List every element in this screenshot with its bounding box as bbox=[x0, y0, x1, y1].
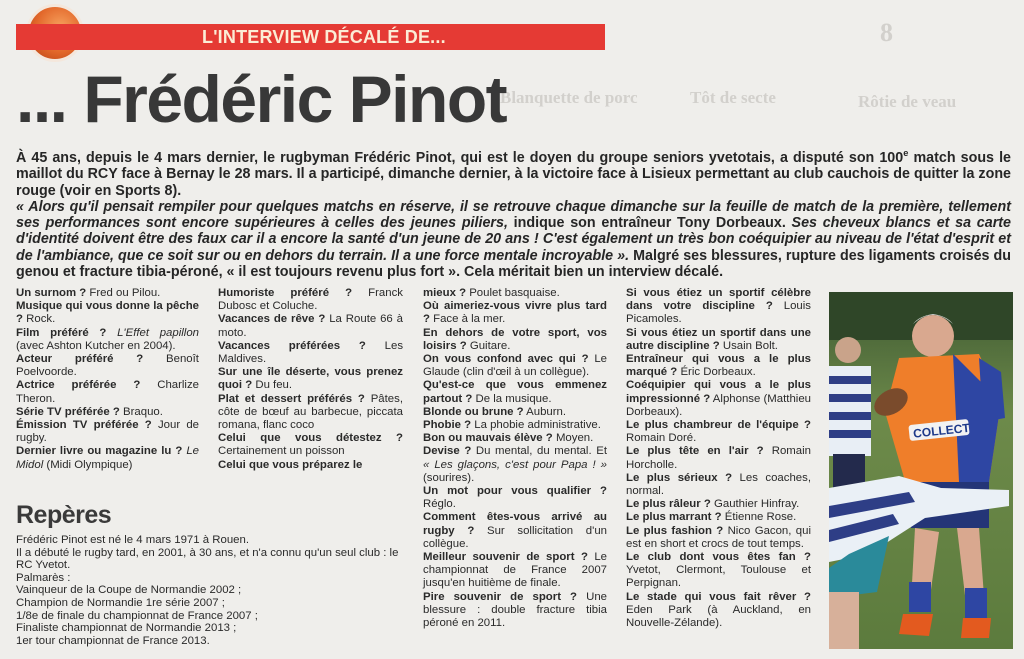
qa-answer: Romain Horcholle. bbox=[626, 445, 811, 471]
coach-quote: « Alors qu'il pensait rempiler pour quelques matchs en réserve, il se retrouve chaque dimanche sur la feuille de match de la première, tellement ses performances sont encore supérieures à celles des jeunes piliers, bbox=[16, 198, 1011, 232]
qa-answer: Braquo. bbox=[119, 405, 163, 418]
qa-item bbox=[423, 485, 607, 511]
qa-question: Le plus marrant ? bbox=[626, 511, 722, 524]
qa-item bbox=[16, 353, 199, 379]
qa-question: Le plus tête en l'air ? bbox=[626, 445, 764, 458]
qa-question: Où aimeriez-vous vivre plus tard ? bbox=[423, 300, 607, 326]
intro-lede-end: match sous le maillot du RCY face à Bernay le 28 mars. Il a participé, dimanche dernier, à la victoire face à Lisieux permettant au club cauchois de quitter la zone rouge (voir en Sports 8). bbox=[16, 150, 1011, 199]
reperes-line: Finaliste championnat de Normandie 2013 ; bbox=[16, 622, 237, 635]
qa-answer: Guitare. bbox=[466, 339, 511, 352]
qa-question: Un surnom ? bbox=[16, 287, 87, 299]
qa-answer: Romain Doré. bbox=[626, 432, 697, 445]
qa-item bbox=[423, 551, 607, 591]
qa-answer: Rock. bbox=[22, 313, 56, 326]
qa-answer: Nico Gacon, qui est en short et crocs de tout temps. bbox=[626, 524, 811, 550]
intro-conclusion: Malgré ses blessures, rupture des ligaments croisés du genou et fracture tibia-péroné, « il est toujours revenu plus fort ». Cela méritait bien un interview décalé. bbox=[16, 247, 1011, 281]
qa-answer-italic: Le Midol bbox=[16, 445, 200, 471]
qa-question: Vacances de rêve ? bbox=[218, 313, 326, 326]
qa-item bbox=[626, 591, 811, 631]
qa-answer: Poulet basquaise. bbox=[466, 287, 560, 299]
reperes-line: 1/8e de finale du championnat de France 2007 ; bbox=[16, 609, 258, 622]
qa-question: Devise ? bbox=[423, 445, 472, 458]
qa-answer: Le championnat de France 2007 jusqu'en huitième de finale. bbox=[423, 551, 607, 590]
qa-question: Si vous étiez un sportif célèbre dans votre discipline ? bbox=[626, 287, 811, 313]
qa-answer: Étienne Rose. bbox=[721, 511, 797, 524]
qa-question: Qu'est-ce que vous emmenez partout ? bbox=[423, 379, 607, 405]
qa-item bbox=[16, 419, 199, 445]
coach-quote-continued: Ses cheveux blancs et sa carte d'identité doivent être des faux car il a encore la santé d'un jeune de 20 ans ! C'est également un très bon coéquipier au niveau de l'état d'esprit et de l'ambiance, que ce soit sur ou en dehors du terrain. Il a une force mentale incroyable ». bbox=[16, 215, 1011, 264]
reperes-box bbox=[16, 500, 411, 647]
qa-question: Meilleur souvenir de sport ? bbox=[423, 551, 588, 564]
qa-item bbox=[626, 498, 811, 511]
qa-question: Bon ou mauvais élève ? bbox=[423, 432, 553, 445]
qa-answer: La Route 66 à moto. bbox=[218, 313, 403, 339]
qa-item bbox=[423, 406, 607, 419]
qa-answer-italic: « Les glaçons, c'est pour Papa ! » bbox=[423, 458, 607, 471]
reperes-line: Frédéric Pinot est né le 4 mars 1971 à Rouen. bbox=[16, 534, 250, 546]
qa-item bbox=[423, 300, 607, 326]
bleed-through-text: 8 bbox=[880, 18, 893, 47]
intro-superscript: e bbox=[903, 148, 909, 159]
rugby-action-illustration bbox=[829, 292, 1013, 649]
qa-answer: Moyen. bbox=[552, 432, 594, 445]
qa-item bbox=[626, 379, 811, 419]
reperes-list bbox=[16, 534, 411, 647]
qa-answer: Louis Picamoles. bbox=[626, 300, 811, 326]
reperes-line: Vainqueur de la Coupe de Normandie 2002 ; bbox=[16, 584, 242, 597]
qa-item bbox=[423, 445, 607, 485]
qa-item bbox=[626, 419, 811, 445]
qa-item bbox=[16, 327, 199, 353]
qa-answer: Réglo. bbox=[423, 498, 456, 511]
qa-item bbox=[218, 366, 403, 392]
qa-item bbox=[218, 459, 403, 472]
qa-item bbox=[626, 511, 811, 524]
qa-answer: Du mental, du mental. Et « Les glaçons, c'est pour Papa ! » (sourires). bbox=[423, 445, 607, 484]
qa-question: En dehors de votre sport, vos loisirs ? bbox=[423, 326, 607, 352]
qa-item bbox=[218, 393, 403, 433]
qa-item bbox=[218, 432, 403, 458]
qa-answer: Charlize Theron. bbox=[16, 379, 199, 405]
qa-item bbox=[626, 472, 811, 498]
qa-answer: Eden Park (à Auckland, en Nouvelle-Zélande). bbox=[626, 603, 811, 630]
qa-item bbox=[423, 353, 607, 379]
reperes-line: Il a débuté le rugby tard, en 2001, à 30 ans, et n'a connu qu'un seul club : le RC Yvetot. bbox=[16, 546, 399, 572]
qa-answer: L'Effet papillon (avec Ashton Kutcher en 2004). bbox=[16, 326, 199, 352]
qa-item bbox=[16, 300, 199, 326]
qa-question: mieux ? bbox=[423, 287, 467, 299]
qa-item bbox=[626, 287, 811, 327]
qa-item bbox=[423, 287, 607, 300]
qa-question: Émission TV préférée ? bbox=[16, 419, 152, 432]
qa-answer: Le Glaude (clin d'œil à un collègue). bbox=[423, 353, 607, 379]
qa-answer-italic: L'Effet papillon bbox=[117, 326, 199, 339]
qa-question: Humoriste préféré ? bbox=[218, 287, 353, 299]
reperes-heading: Repères bbox=[16, 501, 112, 529]
qa-question: Blonde ou brune ? bbox=[423, 405, 524, 418]
qa-item bbox=[16, 406, 199, 419]
qa-column-1 bbox=[16, 287, 199, 472]
qa-question: Le club dont vous êtes fan ? bbox=[626, 551, 811, 564]
qa-item bbox=[626, 327, 811, 353]
article-title: ... Frédéric Pinot bbox=[16, 62, 507, 136]
qa-item bbox=[423, 591, 607, 631]
qa-answer: Les coaches, normal. bbox=[626, 471, 811, 498]
reperes-line: Palmarès : bbox=[16, 571, 71, 584]
reperes-line: Champion de Normandie 1re série 2007 ; bbox=[16, 596, 225, 609]
qa-answer: La phobie administrative. bbox=[471, 419, 601, 432]
bleed-through-text: Tôt de secte bbox=[690, 88, 776, 107]
qa-question: Coéquipier qui vous a le plus impressionné ? bbox=[626, 379, 811, 405]
qa-answer: Certainement un poisson bbox=[218, 445, 345, 458]
qa-item bbox=[626, 353, 811, 379]
qa-answer: Du feu. bbox=[252, 379, 293, 392]
qa-answer: Benoît Poelvoorde. bbox=[16, 353, 199, 379]
qa-question: Musique qui vous donne la pêche ? bbox=[16, 300, 199, 326]
qa-answer: De la musique. bbox=[472, 392, 552, 405]
qa-item bbox=[423, 327, 607, 353]
qa-question: Phobie ? bbox=[423, 419, 472, 432]
qa-column-2 bbox=[218, 287, 403, 472]
qa-item bbox=[423, 432, 607, 445]
qa-question: Sur une île déserte, vous prenez quoi ? bbox=[218, 366, 403, 392]
qa-item bbox=[218, 313, 403, 339]
jersey-sponsor-text: COLLECT bbox=[912, 420, 971, 441]
qa-answer: Éric Dorbeaux. bbox=[677, 366, 756, 379]
qa-column-4 bbox=[626, 287, 811, 630]
qa-answer: Fred ou Pilou. bbox=[86, 287, 161, 299]
qa-answer: Une blessure : double fracture tibia péroné en 2011. bbox=[423, 590, 607, 630]
section-banner: L'INTERVIEW DÉCALÉ DE... bbox=[16, 24, 605, 50]
qa-item bbox=[423, 379, 607, 405]
qa-answer: Pâtes, côte de bœuf au barbecue, piccata romana, flanc coco bbox=[218, 392, 403, 432]
qa-item bbox=[626, 525, 811, 551]
quote-attribution: indique son entraîneur Tony Dorbeaux. bbox=[507, 215, 786, 232]
qa-item bbox=[218, 340, 403, 366]
qa-question: Pire souvenir de sport ? bbox=[423, 590, 578, 603]
qa-answer: Le Midol (Midi Olympique) bbox=[16, 445, 200, 471]
player-photo bbox=[829, 292, 1013, 649]
qa-question: Le plus chambreur de l'équipe ? bbox=[626, 419, 811, 432]
qa-question: Dernier livre ou magazine lu ? bbox=[16, 445, 183, 458]
bleed-through-text: Blanquette de porc bbox=[500, 88, 638, 107]
qa-item bbox=[218, 287, 403, 313]
qa-question: Le plus râleur ? bbox=[626, 498, 711, 511]
qa-question: Plat et dessert préférés ? bbox=[218, 392, 365, 405]
qa-item bbox=[16, 445, 199, 471]
qa-answer: Usain Bolt. bbox=[719, 339, 778, 352]
qa-answer: Jour de rugby. bbox=[16, 419, 199, 445]
qa-question: Actrice préférée ? bbox=[16, 379, 141, 392]
qa-question: Le stade qui vous fait rêver ? bbox=[626, 590, 811, 603]
qa-question: Série TV préférée ? bbox=[16, 405, 120, 418]
qa-item bbox=[626, 551, 811, 591]
qa-item bbox=[423, 511, 607, 551]
qa-question: Celui que vous préparez le bbox=[218, 458, 363, 471]
qa-question: Vacances préférées ? bbox=[218, 339, 366, 352]
qa-question: Un mot pour vous qualifier ? bbox=[423, 485, 607, 498]
qa-answer: Yvetot, Clermont, Toulouse et Perpignan. bbox=[626, 564, 811, 590]
qa-item bbox=[626, 445, 811, 471]
qa-answer: Franck Dubosc et Coluche. bbox=[218, 287, 403, 313]
qa-question: Le plus fashion ? bbox=[626, 524, 724, 537]
qa-item bbox=[423, 419, 607, 432]
qa-answer: Sur sollicitation d'un collègue. bbox=[423, 524, 607, 550]
qa-question: Le plus sérieux ? bbox=[626, 471, 733, 484]
qa-question: Entraîneur qui vous a le plus marqué ? bbox=[626, 353, 811, 379]
qa-question: Acteur préféré ? bbox=[16, 353, 144, 366]
qa-column-3 bbox=[423, 287, 607, 630]
qa-answer: Auburn. bbox=[523, 405, 567, 418]
qa-item bbox=[16, 287, 199, 300]
qa-answer: Alphonse (Matthieu Dorbeaux). bbox=[626, 392, 811, 418]
qa-answer: Face à la mer. bbox=[429, 313, 506, 326]
qa-question: Comment êtes-vous arrivé au rugby ? bbox=[423, 511, 607, 537]
reperes-line: 1er tour championnat de France 2013. bbox=[16, 634, 210, 647]
qa-answer: Gauthier Hinfray. bbox=[710, 498, 800, 511]
bleed-through-text: Rôtie de veau bbox=[858, 92, 957, 111]
qa-question: On vous confond avec qui ? bbox=[423, 353, 589, 366]
qa-question: Si vous étiez un sportif dans une autre discipline ? bbox=[626, 326, 811, 352]
qa-item bbox=[16, 379, 199, 405]
qa-question: Celui que vous détestez ? bbox=[218, 432, 403, 445]
qa-question: Film préféré ? bbox=[16, 326, 107, 339]
qa-answer: Les Maldives. bbox=[218, 339, 404, 366]
intro-lede: À 45 ans, depuis le 4 mars dernier, le rugbyman Frédéric Pinot, qui est le doyen du groupe seniors yvetotais, a disputé son 100 bbox=[16, 150, 904, 166]
article-intro bbox=[16, 150, 1011, 280]
